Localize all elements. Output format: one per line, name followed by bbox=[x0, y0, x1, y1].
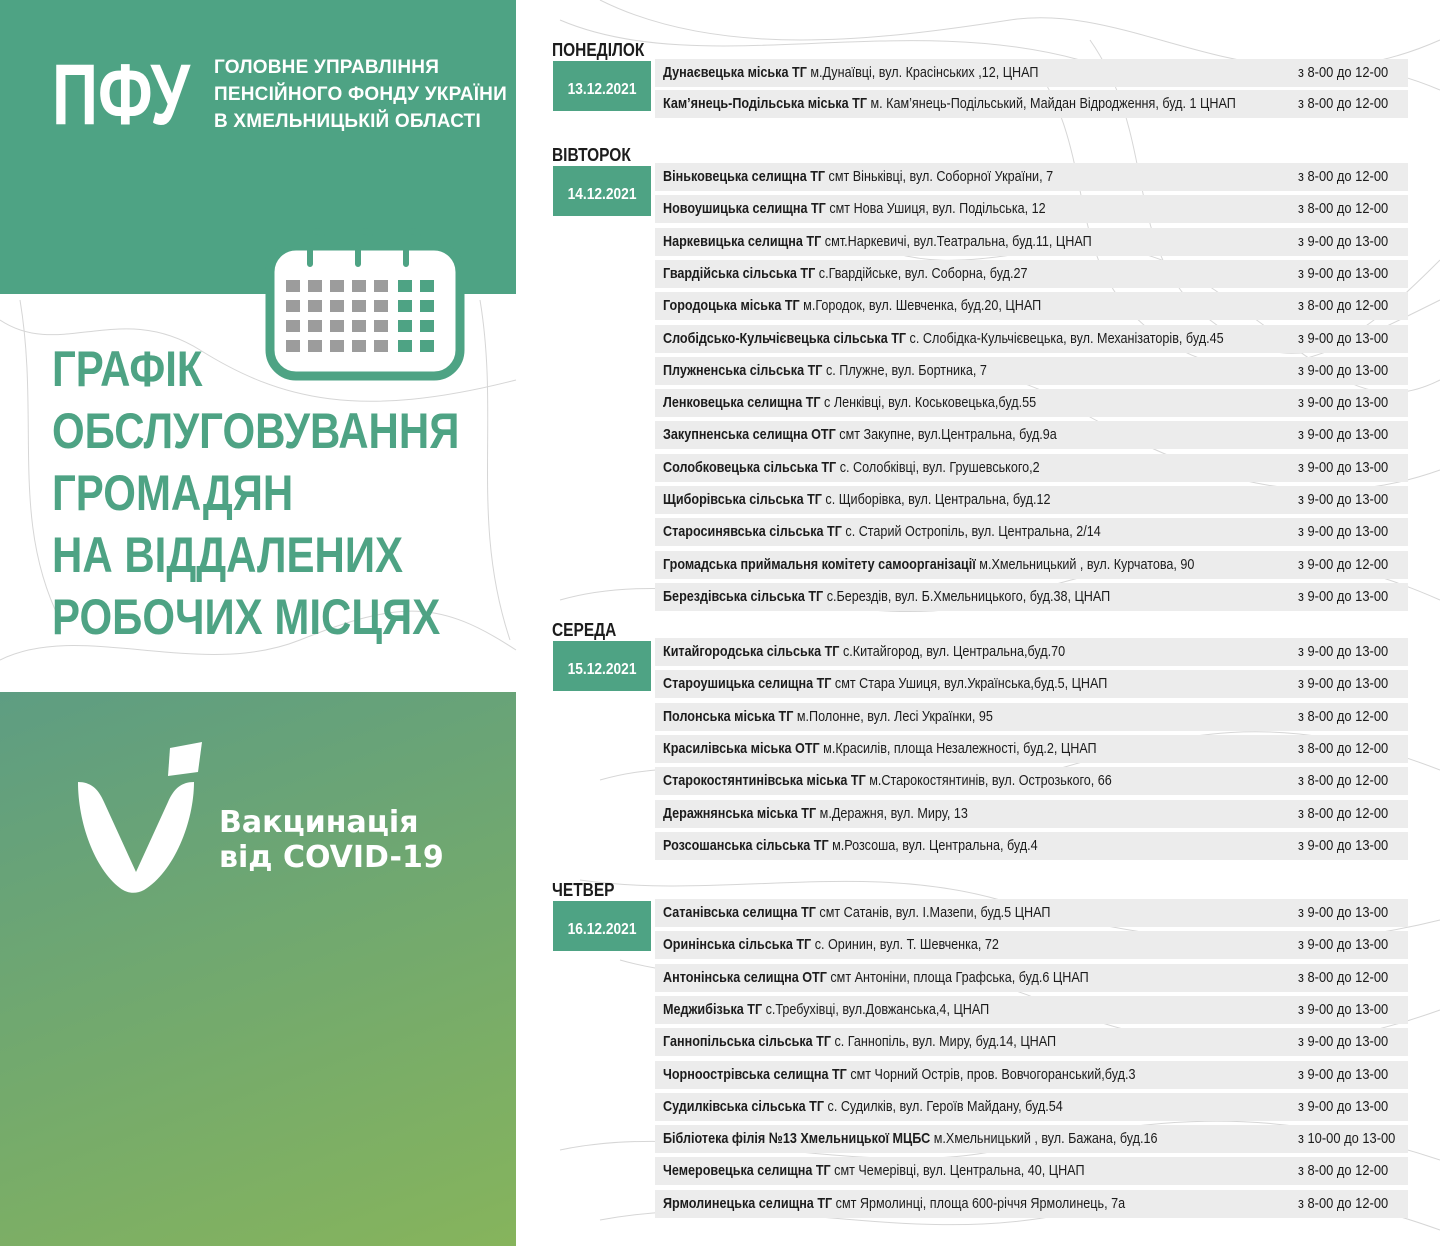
location-text bbox=[663, 772, 1112, 789]
left-panel bbox=[0, 0, 516, 1246]
schedule-row bbox=[655, 1093, 1408, 1121]
service-hours: з 8-00 до 12-00 bbox=[1298, 200, 1389, 217]
location-text bbox=[663, 969, 1089, 986]
service-hours: з 9-00 до 13-00 bbox=[1298, 1001, 1389, 1018]
location-text bbox=[663, 168, 1053, 185]
svg-text:ПФУ: ПФУ bbox=[52, 47, 192, 143]
schedule-row bbox=[655, 832, 1408, 860]
community-name: Бібліотека філія №13 Хмельницької МЦБС bbox=[663, 1130, 931, 1147]
location-text bbox=[663, 1033, 1056, 1050]
schedule-row bbox=[655, 421, 1408, 449]
address: с. Солобківці, вул. Грушевського,2 bbox=[836, 459, 1040, 476]
service-hours: з 9-00 до 13-00 bbox=[1298, 837, 1389, 854]
title-line: ГРАФІК bbox=[52, 341, 203, 397]
schedule-row bbox=[655, 1125, 1408, 1153]
community-name: Громадська приймальня комітету самоорганізації bbox=[663, 556, 976, 573]
schedule-row bbox=[655, 389, 1408, 417]
location-text bbox=[663, 95, 1236, 112]
location-text bbox=[663, 588, 1110, 605]
service-hours: з 9-00 до 13-00 bbox=[1298, 394, 1389, 411]
address: смт Чорний Острів, пров. Вовчогоранський,буд.3 bbox=[846, 1066, 1136, 1083]
address: с.Китайгород, вул. Центральна,буд.70 bbox=[839, 643, 1066, 660]
page-title bbox=[52, 338, 459, 648]
address: м.Красилів, площа Незалежності, буд.2, ЦНАП bbox=[819, 740, 1097, 757]
title-line: ОБСЛУГОВУВАННЯ bbox=[52, 403, 460, 459]
address: с. Судилків, вул. Героїв Майдану, буд.54 bbox=[824, 1098, 1063, 1115]
service-hours: з 9-00 до 13-00 bbox=[1298, 330, 1389, 347]
date-text: 14.12.2021 bbox=[567, 186, 637, 203]
schedule-row bbox=[655, 292, 1408, 320]
vaccination-line: від COVID-19 bbox=[219, 840, 444, 875]
service-hours: з 9-00 до 13-00 bbox=[1298, 588, 1389, 605]
location-text bbox=[663, 1162, 1085, 1179]
service-hours: з 8-00 до 12-00 bbox=[1298, 969, 1389, 986]
service-hours: з 9-00 до 13-00 bbox=[1298, 936, 1389, 953]
schedule-row bbox=[655, 964, 1408, 992]
address: смт Чемерівці, вул. Центральна, 40, ЦНАП bbox=[830, 1162, 1085, 1179]
schedule-row bbox=[655, 1061, 1408, 1089]
schedule-row bbox=[655, 1028, 1408, 1056]
service-hours: з 9-00 до 13-00 bbox=[1298, 362, 1389, 379]
schedule-row bbox=[655, 899, 1408, 927]
schedule-row bbox=[655, 735, 1408, 763]
org-name-line: В ХМЕЛЬНИЦЬКІЙ ОБЛАСТІ bbox=[214, 111, 481, 132]
community-name: Дунаєвецька міська ТГ bbox=[663, 64, 807, 81]
service-hours: з 9-00 до 13-00 bbox=[1298, 1098, 1389, 1115]
location-text bbox=[663, 1098, 1063, 1115]
vaccination-line: Вакцинація bbox=[219, 805, 419, 840]
location-text bbox=[663, 708, 993, 725]
address: м.Розсоша, вул. Центральна, буд.4 bbox=[828, 837, 1038, 854]
community-name: Полонська міська ТГ bbox=[663, 708, 794, 725]
day-label: ВІВТОРОК bbox=[552, 145, 631, 165]
location-text bbox=[663, 426, 1057, 443]
day-label: ЧЕТВЕР bbox=[552, 880, 615, 900]
community-name: Ганнопільська сільська ТГ bbox=[663, 1033, 831, 1050]
community-name: Плужненська сільська ТГ bbox=[663, 362, 823, 379]
community-name: Віньковецька селищна ТГ bbox=[663, 168, 826, 185]
org-name-line: ГОЛОВНЕ УПРАВЛІННЯ bbox=[214, 57, 440, 78]
schedule-row bbox=[655, 90, 1408, 118]
schedule-row bbox=[655, 551, 1408, 579]
location-text bbox=[663, 330, 1224, 347]
community-name: Китайгородська сільська ТГ bbox=[663, 643, 840, 660]
service-hours: з 9-00 до 12-00 bbox=[1298, 556, 1389, 573]
schedule-row bbox=[655, 518, 1408, 546]
location-text bbox=[663, 233, 1092, 250]
schedule-row bbox=[655, 357, 1408, 385]
schedule-row bbox=[655, 931, 1408, 959]
location-text bbox=[663, 904, 1050, 921]
address: с. Старий Остропіль, вул. Центральна, 2/14 bbox=[841, 523, 1101, 540]
day-label: СЕРЕДА bbox=[552, 620, 617, 640]
community-name: Оринінська сільська ТГ bbox=[663, 936, 812, 953]
address: м.Хмельницький , вул. Бажана, буд.16 bbox=[930, 1130, 1158, 1147]
schedule-row bbox=[655, 996, 1408, 1024]
community-name: Чемеровецька селищна ТГ bbox=[663, 1162, 831, 1179]
location-text bbox=[663, 805, 968, 822]
location-text bbox=[663, 459, 1040, 476]
location-text bbox=[663, 297, 1041, 314]
address: смт Віньківці, вул. Соборної України, 7 bbox=[825, 168, 1054, 185]
address: м.Старокостянтинів, вул. Острозького, 66 bbox=[865, 772, 1112, 789]
community-name: Городоцька міська ТГ bbox=[663, 297, 800, 314]
community-name: Новоушицька селищна ТГ bbox=[663, 200, 826, 217]
schedule-row bbox=[655, 767, 1408, 795]
address: с.Гвардійське, вул. Соборна, буд.27 bbox=[815, 265, 1028, 282]
date-badge bbox=[553, 61, 651, 111]
schedule-row bbox=[655, 800, 1408, 828]
address: м.Городок, вул. Шевченка, буд.20, ЦНАП bbox=[799, 297, 1042, 314]
service-hours: з 8-00 до 12-00 bbox=[1298, 168, 1389, 185]
community-name: Солобковецька сільська ТГ bbox=[663, 459, 837, 476]
address: смт Антоніни, площа Графська, буд.6 ЦНАП bbox=[826, 969, 1089, 986]
community-name: Чорноострівська селищна ТГ bbox=[663, 1066, 847, 1083]
community-name: Ленковецька селищна ТГ bbox=[663, 394, 821, 411]
schedule-row bbox=[655, 325, 1408, 353]
date-text: 13.12.2021 bbox=[567, 81, 637, 98]
schedule-row bbox=[655, 670, 1408, 698]
address: с.Требухівці, вул.Довжанська,4, ЦНАП bbox=[762, 1001, 990, 1018]
address: смт Стара Ушиця, вул.Українська,буд.5, ЦНАП bbox=[831, 675, 1108, 692]
service-hours: з 8-00 до 12-00 bbox=[1298, 1162, 1389, 1179]
schedule-row bbox=[655, 163, 1408, 191]
address: смт Закупне, вул.Центральна, буд.9а bbox=[835, 426, 1057, 443]
location-text bbox=[663, 936, 999, 953]
location-text bbox=[663, 1130, 1158, 1147]
address: м.Деражня, вул. Миру, 13 bbox=[816, 805, 968, 822]
schedule-row bbox=[655, 228, 1408, 256]
address: смт.Наркевичі, вул.Театральна, буд.11, ЦНАП bbox=[821, 233, 1092, 250]
title-line: ГРОМАДЯН bbox=[52, 465, 294, 521]
address: с. Слобідка-Кульчієвецька, вул. Механізаторів, буд.45 bbox=[906, 330, 1224, 347]
schedule-row bbox=[655, 486, 1408, 514]
date-badge bbox=[553, 641, 651, 691]
service-hours: з 9-00 до 13-00 bbox=[1298, 643, 1389, 660]
vaccination-text bbox=[219, 805, 444, 875]
service-hours: з 9-00 до 13-00 bbox=[1298, 491, 1389, 508]
service-hours: з 8-00 до 12-00 bbox=[1298, 64, 1389, 81]
community-name: Деражнянська міська ТГ bbox=[663, 805, 817, 822]
service-hours: з 8-00 до 12-00 bbox=[1298, 1195, 1389, 1212]
organization-name bbox=[214, 54, 507, 135]
community-name: Гвардійська сільська ТГ bbox=[663, 265, 816, 282]
service-hours: з 9-00 до 13-00 bbox=[1298, 265, 1389, 282]
community-name: Старокостянтинівська міська ТГ bbox=[663, 772, 866, 789]
service-hours: з 9-00 до 13-00 bbox=[1298, 459, 1389, 476]
schedule-row bbox=[655, 583, 1408, 611]
address: смт Нова Ушиця, вул. Подільська, 12 bbox=[825, 200, 1046, 217]
location-text bbox=[663, 523, 1101, 540]
date-text: 15.12.2021 bbox=[567, 661, 637, 678]
location-text bbox=[663, 740, 1097, 757]
service-hours: з 9-00 до 13-00 bbox=[1298, 1033, 1389, 1050]
service-hours: з 8-00 до 12-00 bbox=[1298, 95, 1389, 112]
location-text bbox=[663, 265, 1027, 282]
address: м. Кам’янець-Подільський, Майдан Відродження, буд. 1 ЦНАП bbox=[866, 95, 1236, 112]
service-hours: з 8-00 до 12-00 bbox=[1298, 740, 1389, 757]
address: м.Хмельницький , вул. Курчатова, 90 bbox=[975, 556, 1195, 573]
address: смт Сатанів, вул. І.Мазепи, буд.5 ЦНАП bbox=[815, 904, 1051, 921]
community-name: Меджибізька ТГ bbox=[663, 1001, 763, 1018]
date-badge bbox=[553, 166, 651, 216]
location-text bbox=[663, 1066, 1135, 1083]
location-text bbox=[663, 394, 1036, 411]
location-text bbox=[663, 556, 1194, 573]
community-name: Староушицька селищна ТГ bbox=[663, 675, 832, 692]
schedule-row bbox=[655, 1157, 1408, 1185]
location-text bbox=[663, 1001, 989, 1018]
location-text bbox=[663, 675, 1107, 692]
schedule-row bbox=[655, 260, 1408, 288]
address: с.Берездів, вул. Б.Хмельницького, буд.38, ЦНАП bbox=[823, 588, 1111, 605]
location-text bbox=[663, 1195, 1125, 1212]
community-name: Антонінська селищна ОТГ bbox=[663, 969, 827, 986]
community-name: Розсошанська сільська ТГ bbox=[663, 837, 829, 854]
community-name: Ярмолинецька селищна ТГ bbox=[663, 1195, 833, 1212]
location-text bbox=[663, 362, 987, 379]
date-text: 16.12.2021 bbox=[567, 921, 637, 938]
location-text bbox=[663, 491, 1051, 508]
address: с. Плужне, вул. Бортника, 7 bbox=[822, 362, 987, 379]
location-text bbox=[663, 200, 1046, 217]
org-name-line: ПЕНСІЙНОГО ФОНДУ УКРАЇНИ bbox=[214, 84, 507, 105]
service-hours: з 9-00 до 13-00 bbox=[1298, 426, 1389, 443]
schedule-row bbox=[655, 454, 1408, 482]
community-name: Красилівська міська ОТГ bbox=[663, 740, 820, 757]
community-name: Старосинявська сільська ТГ bbox=[663, 523, 842, 540]
service-hours: з 9-00 до 13-00 bbox=[1298, 904, 1389, 921]
service-hours: з 9-00 до 13-00 bbox=[1298, 1066, 1389, 1083]
community-name: Судилківська сільська ТГ bbox=[663, 1098, 825, 1115]
address: с. Ганнопіль, вул. Миру, буд.14, ЦНАП bbox=[831, 1033, 1057, 1050]
service-hours: з 9-00 до 13-00 bbox=[1298, 233, 1389, 250]
service-hours: з 9-00 до 13-00 bbox=[1298, 523, 1389, 540]
service-hours: з 9-00 до 13-00 bbox=[1298, 675, 1389, 692]
service-hours: з 10-00 до 13-00 bbox=[1298, 1130, 1396, 1147]
community-name: Кам’янець-Подільська міська ТГ bbox=[663, 95, 867, 112]
location-text bbox=[663, 643, 1065, 660]
community-name: Слобідсько-Кульчієвецька сільська ТГ bbox=[663, 330, 907, 347]
schedule-row bbox=[655, 703, 1408, 731]
location-text bbox=[663, 837, 1038, 854]
community-name: Берездівська сільська ТГ bbox=[663, 588, 824, 605]
address: м.Дунаївці, вул. Красінських ,12, ЦНАП bbox=[806, 64, 1039, 81]
location-text bbox=[663, 64, 1038, 81]
day-label: ПОНЕДІЛОК bbox=[552, 40, 645, 60]
address: смт Ярмолинці, площа 600-річчя Ярмолинець, 7а bbox=[832, 1195, 1126, 1212]
title-line: НА ВІДДАЛЕНИХ bbox=[52, 527, 404, 583]
service-hours: з 8-00 до 12-00 bbox=[1298, 772, 1389, 789]
address: с. Щиборівка, вул. Центральна, буд.12 bbox=[821, 491, 1051, 508]
community-name: Щиборівська сільська ТГ bbox=[663, 491, 822, 508]
address: с. Оринин, вул. Т. Шевченка, 72 bbox=[811, 936, 999, 953]
community-name: Сатанівська селищна ТГ bbox=[663, 904, 816, 921]
schedule-row bbox=[655, 638, 1408, 666]
schedule-row bbox=[655, 195, 1408, 223]
community-name: Закупненська селищна ОТГ bbox=[663, 426, 836, 443]
service-hours: з 8-00 до 12-00 bbox=[1298, 805, 1389, 822]
title-line: РОБОЧИХ МІСЦЯХ bbox=[52, 589, 441, 645]
service-hours: з 8-00 до 12-00 bbox=[1298, 297, 1389, 314]
pfu-logo bbox=[52, 47, 192, 143]
vaccination-logo bbox=[70, 742, 210, 898]
schedule-row bbox=[655, 59, 1408, 87]
community-name: Наркевицька селищна ТГ bbox=[663, 233, 822, 250]
date-badge bbox=[553, 901, 651, 951]
schedule-row bbox=[655, 1190, 1408, 1218]
address: с Ленківці, вул. Коськовецька,буд.55 bbox=[820, 394, 1037, 411]
service-hours: з 8-00 до 12-00 bbox=[1298, 708, 1389, 725]
address: м.Полонне, вул. Лесі Українки, 95 bbox=[793, 708, 993, 725]
